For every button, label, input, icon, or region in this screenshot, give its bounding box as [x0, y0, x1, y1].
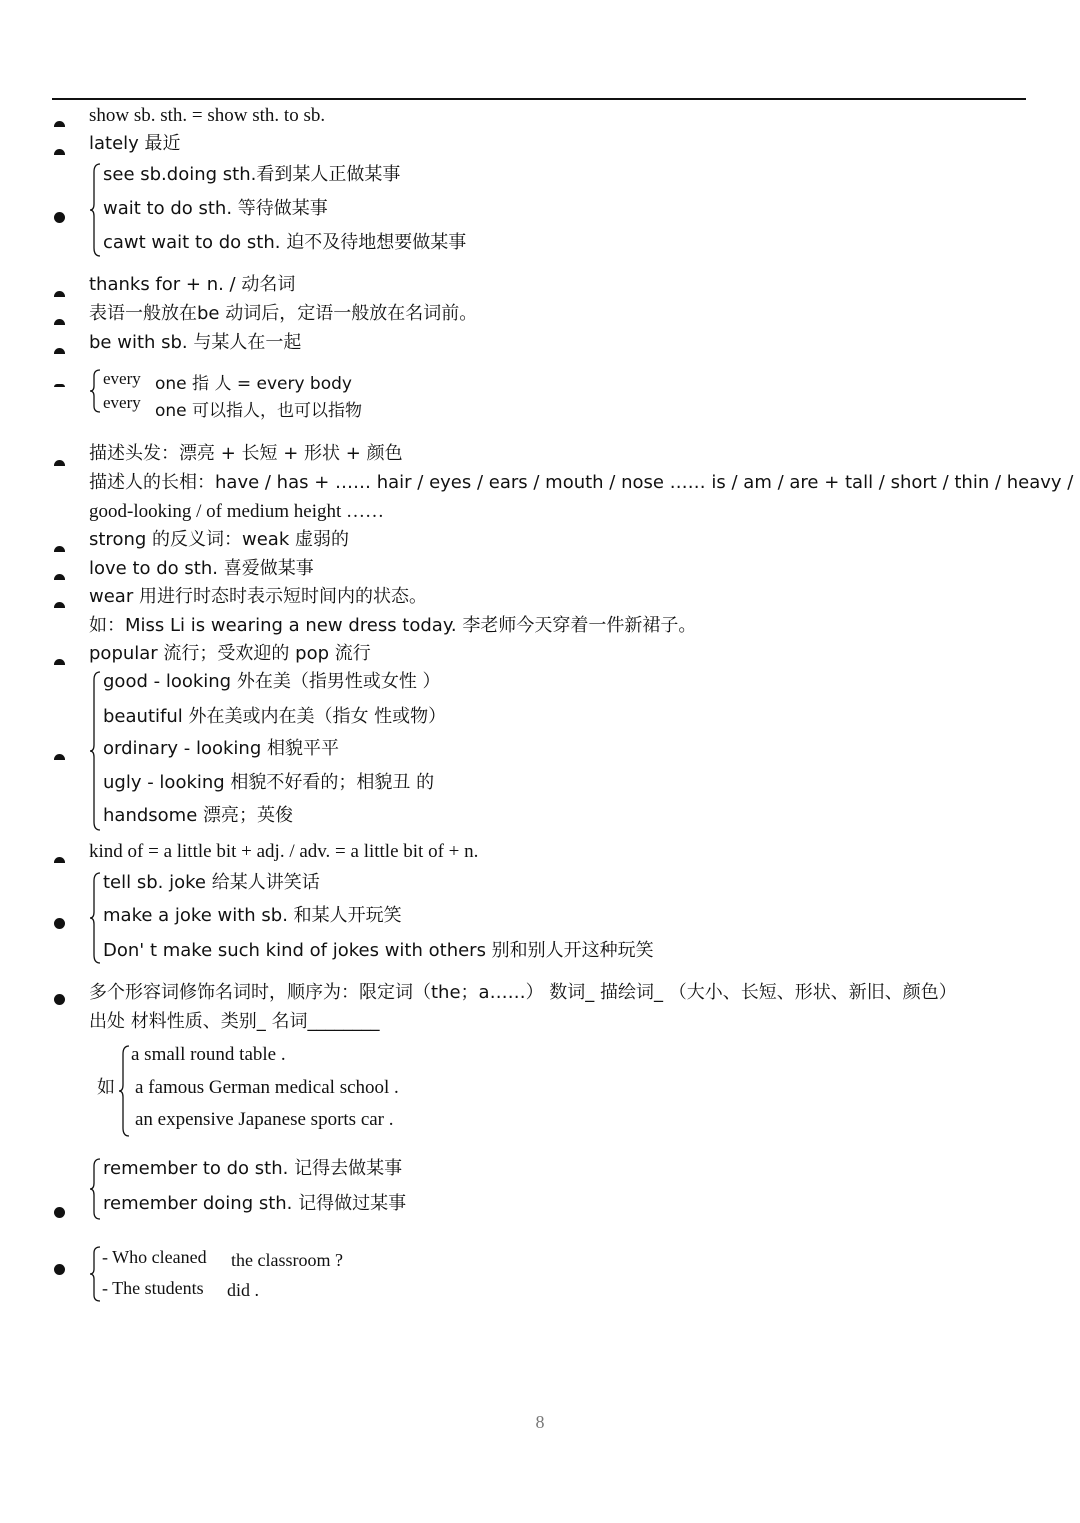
see-line: see sb.doing sth.看到某人正做某事 — [103, 164, 401, 185]
remember-to-line: remember to do sth. 记得去做某事 — [103, 1158, 403, 1179]
brace — [92, 1247, 102, 1301]
item-popular: popular 流行；受欢迎的 pop 流行 — [89, 643, 371, 664]
bullet — [54, 384, 65, 387]
bullet — [54, 574, 65, 580]
bullet — [54, 460, 65, 466]
dont-joke-line: Don' t make such kind of jokes with others 别和别人开这种玩笑 — [103, 940, 654, 961]
item-show: show sb. sth. = show sth. to sb. — [89, 105, 326, 126]
bullet — [54, 546, 65, 552]
item-strong: strong 的反义词：weak 虚弱的 — [89, 529, 349, 550]
bullet — [54, 291, 65, 297]
bullet — [54, 348, 65, 354]
remember-doing-line: remember doing sth. 记得做过某事 — [103, 1193, 407, 1214]
every-one-2: one 可以指人，也可以指物 — [155, 401, 363, 421]
item-adj-order-2: 出处 材料性质、类别_ 名词________ — [89, 1011, 380, 1032]
bullet — [54, 1264, 65, 1275]
bullet — [54, 754, 65, 760]
make-joke-line: make a joke with sb. 和某人开玩笑 — [103, 905, 402, 926]
item-thanks: thanks for + n. / 动名词 — [89, 274, 296, 295]
bullet — [54, 659, 65, 665]
example-3: an expensive Japanese sports car . — [135, 1109, 394, 1130]
item-kind-of: kind of = a little bit + adj. / adv. = a little bit of + n. — [89, 841, 479, 862]
brace — [92, 1159, 102, 1219]
page-number: 8 — [535, 1412, 545, 1432]
example-2: a famous German medical school . — [135, 1077, 399, 1098]
bullet — [54, 1207, 65, 1218]
dialog-question-start: - Who cleaned — [102, 1247, 207, 1267]
wait-line: wait to do sth. 等待做某事 — [103, 198, 328, 219]
dialog-answer-end: did . — [227, 1280, 260, 1300]
ordinary-line: ordinary - looking 相貌平平 — [103, 738, 339, 759]
item-adj-order-1: 多个形容词修饰名词时，顺序为：限定词（the；a……） 数词_ 描绘词_ （大小、长短、形状、新旧、颜色） — [89, 982, 957, 1003]
bullet — [54, 319, 65, 325]
tell-joke-line: tell sb. joke 给某人讲笑话 — [103, 872, 320, 893]
bullet — [54, 149, 65, 155]
good-looking-line: good - looking 外在美（指男性或女性 ） — [103, 671, 441, 692]
handsome-line: handsome 漂亮；英俊 — [103, 805, 293, 826]
dialog-answer-start: - The students — [102, 1278, 204, 1298]
brace — [121, 1046, 131, 1136]
brace — [92, 873, 102, 963]
item-wear: wear 用进行时态时表示短时间内的状态。 — [89, 586, 427, 607]
bullet — [54, 857, 65, 863]
top-rule — [52, 98, 1026, 100]
example-label: 如 — [97, 1077, 115, 1098]
item-looks-2: good-looking / of medium height …… — [89, 501, 385, 522]
item-looks-1: 描述人的长相：have / has + …… hair / eyes / ears / mouth / nose …… is / am / are + tall / short / thin / heavy / — [89, 472, 1074, 493]
item-wear-example: 如：Miss Li is wearing a new dress today. 李老师今天穿着一件新裙子。 — [89, 615, 697, 636]
item-predicative: 表语一般放在be 动词后，定语一般放在名词前。 — [89, 303, 478, 324]
every-2: every — [103, 393, 141, 412]
item-be-with: be with sb. 与某人在一起 — [89, 332, 302, 353]
ugly-line: ugly - looking 相貌不好看的；相貌丑 的 — [103, 772, 435, 793]
bullet — [54, 121, 65, 127]
example-1: a small round table . — [131, 1044, 286, 1065]
item-love: love to do sth. 喜爱做某事 — [89, 558, 314, 579]
bullet — [54, 212, 65, 223]
every-one-1: one 指 人 = every body — [155, 374, 352, 394]
bullet — [54, 918, 65, 929]
every-1: every — [103, 369, 141, 388]
bullet — [54, 602, 65, 608]
item-hair: 描述头发：漂亮 + 长短 + 形状 + 颜色 — [89, 443, 403, 464]
brace — [92, 164, 102, 256]
bullet — [54, 994, 65, 1005]
brace — [92, 370, 102, 412]
beautiful-line: beautiful 外在美或内在美（指女 性或物） — [103, 706, 447, 727]
dialog-question-end: the classroom ? — [231, 1250, 343, 1270]
item-lately: lately 最近 — [89, 133, 181, 154]
cawt-line: cawt wait to do sth. 迫不及待地想要做某事 — [103, 232, 467, 253]
brace — [92, 672, 102, 830]
